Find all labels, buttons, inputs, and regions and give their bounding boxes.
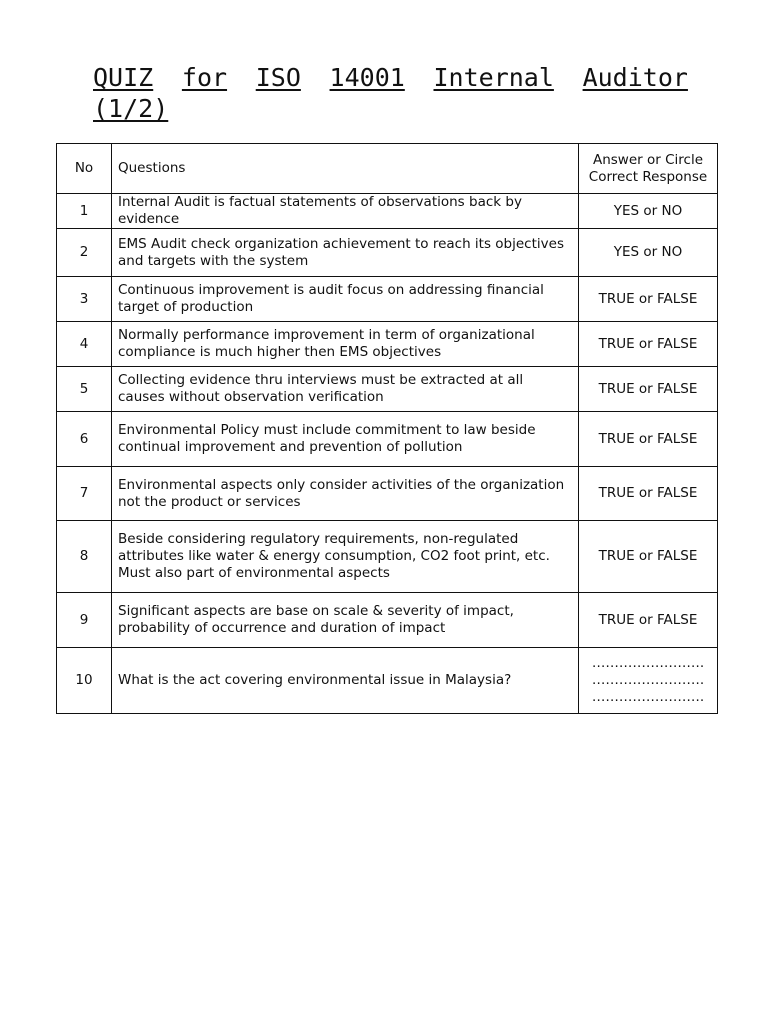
quiz-table bbox=[56, 143, 718, 714]
row-question: What is the act covering environmental issue in Malaysia? bbox=[112, 648, 579, 714]
row-question: Internal Audit is factual statements of observations back by evidence bbox=[112, 194, 579, 229]
row-answer-option[interactable]: TRUE or FALSE bbox=[579, 412, 718, 467]
row-answer-option[interactable]: YES or NO bbox=[579, 229, 718, 277]
answer-blank-line[interactable]: ……………………. bbox=[591, 689, 705, 705]
table-row bbox=[57, 593, 718, 648]
row-question: Collecting evidence thru interviews must be extracted at all causes without observation verification bbox=[112, 367, 579, 412]
answer-blank-line[interactable]: ……………………. bbox=[591, 672, 705, 688]
page-title bbox=[93, 62, 688, 124]
row-question: Beside considering regulatory requirements, non-regulated attributes like water & energy consumption, CO2 foot print, etc. Must also part of environmental aspects bbox=[112, 521, 579, 593]
row-number: 2 bbox=[57, 229, 112, 277]
row-answer-option[interactable]: TRUE or FALSE bbox=[579, 367, 718, 412]
row-answer-option[interactable]: TRUE or FALSE bbox=[579, 521, 718, 593]
title-word: Auditor bbox=[582, 63, 688, 92]
row-question: Environmental Policy must include commitment to law beside continual improvement and prevention of pollution bbox=[112, 412, 579, 467]
table-row bbox=[57, 322, 718, 367]
header-no: No bbox=[57, 144, 112, 194]
header-answer: Answer or Circle Correct Response bbox=[579, 144, 718, 194]
row-number: 8 bbox=[57, 521, 112, 593]
table-row bbox=[57, 229, 718, 277]
row-answer-option[interactable]: TRUE or FALSE bbox=[579, 322, 718, 367]
table-row bbox=[57, 412, 718, 467]
answer-blank-line[interactable]: ……………………. bbox=[591, 655, 705, 671]
row-question: Continuous improvement is audit focus on addressing financial target of production bbox=[112, 277, 579, 322]
row-answer-option[interactable]: TRUE or FALSE bbox=[579, 467, 718, 521]
row-number: 1 bbox=[57, 194, 112, 229]
title-line-1 bbox=[93, 62, 688, 93]
row-number: 7 bbox=[57, 467, 112, 521]
row-answer-option[interactable]: YES or NO bbox=[579, 194, 718, 229]
title-word: for bbox=[181, 63, 228, 92]
title-word: QUIZ bbox=[93, 63, 154, 92]
row-number: 6 bbox=[57, 412, 112, 467]
row-number: 3 bbox=[57, 277, 112, 322]
table-header-row bbox=[57, 144, 718, 194]
table-row bbox=[57, 194, 718, 229]
row-question: Normally performance improvement in term of organizational compliance is much higher then EMS objectives bbox=[112, 322, 579, 367]
row-number: 10 bbox=[57, 648, 112, 714]
title-word: Internal bbox=[433, 63, 554, 92]
table-row bbox=[57, 467, 718, 521]
table-row bbox=[57, 648, 718, 714]
title-word: ISO bbox=[255, 63, 301, 92]
table-row bbox=[57, 277, 718, 322]
row-question: EMS Audit check organization achievement to reach its objectives and targets with the system bbox=[112, 229, 579, 277]
title-word: 14001 bbox=[329, 63, 405, 92]
row-answer-option[interactable]: TRUE or FALSE bbox=[579, 277, 718, 322]
row-question: Environmental aspects only consider activities of the organization not the product or services bbox=[112, 467, 579, 521]
row-number: 9 bbox=[57, 593, 112, 648]
row-number: 4 bbox=[57, 322, 112, 367]
header-questions: Questions bbox=[112, 144, 579, 194]
table-row bbox=[57, 367, 718, 412]
row-number: 5 bbox=[57, 367, 112, 412]
row-answer-option[interactable]: TRUE or FALSE bbox=[579, 593, 718, 648]
answer-blank-field[interactable] bbox=[579, 648, 718, 714]
title-line-2: (1/2) bbox=[93, 94, 169, 123]
table-row bbox=[57, 521, 718, 593]
row-question: Significant aspects are base on scale & severity of impact, probability of occurrence and duration of impact bbox=[112, 593, 579, 648]
